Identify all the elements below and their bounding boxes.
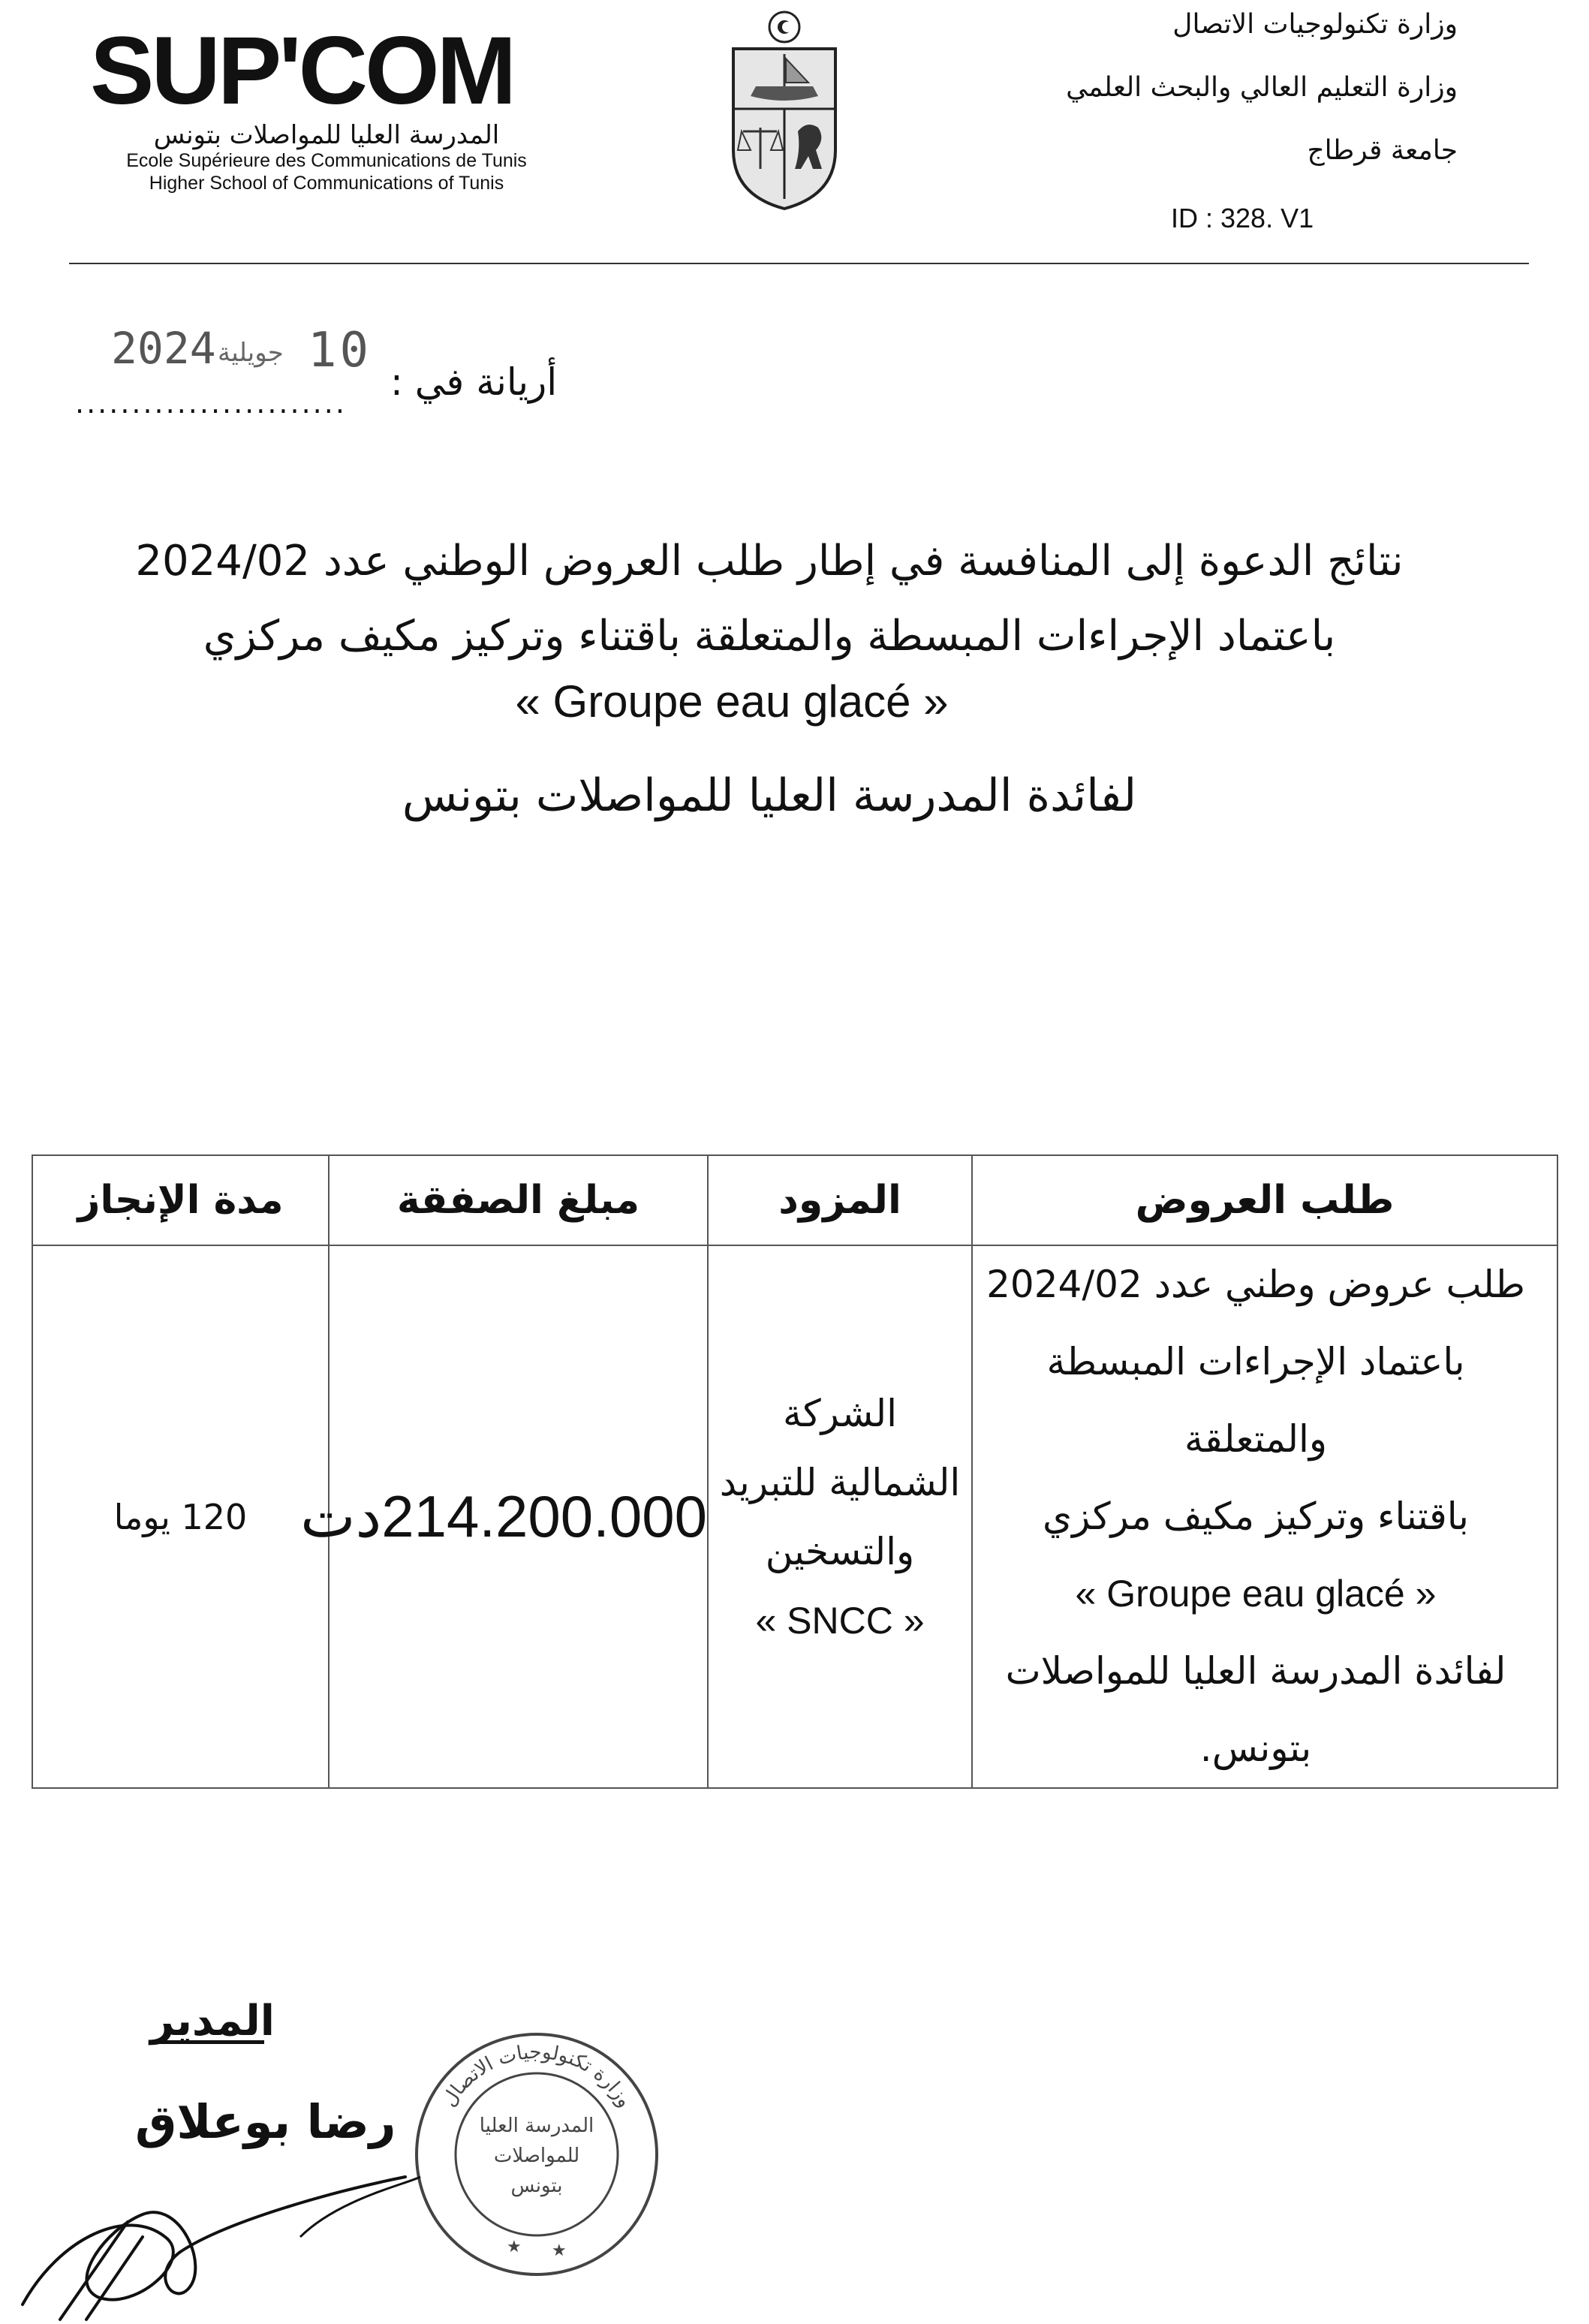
document-title-product: « Groupe eau glacé » [515,676,949,727]
signatory-title-underline [152,2040,264,2044]
tender-line: لفائدة المدرسة العليا للمواصلات [1005,1649,1506,1693]
seal-star-icon: ★ [507,2238,522,2256]
table-row [32,1245,1557,1788]
document-id: ID : 328. V1 [1171,203,1314,233]
seal-inner-line: للمواصلات [493,2145,580,2167]
logo-english-name: Higher School of Communications of Tunis [149,173,504,194]
column-header-tender: طلب العروض [972,1155,1557,1245]
header-divider [69,263,1529,264]
column-header-supplier: المزود [708,1155,972,1245]
seal-inner-line: المدرسة العليا [479,2115,594,2137]
seal-inner-line: بتونس [510,2175,563,2197]
cell-amount: 214.200.000دت [329,1245,708,1788]
cell-supplier [708,1245,972,1788]
ministry-line: وزارة التعليم العالي والبحث العلمي [1066,72,1458,103]
official-seal-stamp [409,2027,664,2282]
logo-wordmark: SUP'COM [90,17,514,125]
supplier-line: والتسخين [765,1529,915,1573]
logo-arabic-name: المدرسة العليا للمواصلات بتونس [153,120,500,150]
seal-star-icon: ★ [552,2241,567,2260]
date-stamp-year: 2024 [111,323,216,374]
document-title-beneficiary: لفائدة المدرسة العليا للمواصلات بتونس [402,769,1137,822]
tender-line: طلب عروض وطني عدد 2024/02 [986,1263,1525,1306]
signatory-title: المدير [150,1997,275,2046]
svg-text:وزارة تكنولوجيات الاتصال [438,2041,636,2112]
handwritten-signature-icon [15,2147,435,2324]
document-title-line: باعتماد الإجراءات المبسطة والمتعلقة باقتناء وتركيز مكيف مركزي [203,612,1336,661]
tunisia-coat-of-arms-icon [717,8,852,214]
cell-duration: 120 يوما [32,1245,329,1788]
supplier-line: الشركة [783,1391,897,1435]
university-line: جامعة قرطاج [1307,135,1458,166]
date-placeholder-dots: ........................ [75,387,347,420]
logo-french-name: Ecole Supérieure des Communications de Tunis [126,150,527,171]
column-header-duration: مدة الإنجاز [32,1155,329,1245]
ministry-line: وزارة تكنولوجيات الاتصال [1172,9,1458,40]
tender-line: باقتناء وتركيز مكيف مركزي [1043,1495,1469,1538]
seal-outer-text: وزارة تكنولوجيات الاتصال [438,2040,637,2112]
tender-line: بتونس. [1199,1726,1312,1770]
date-stamp-month: جويلية [218,338,284,368]
supplier-line: « SNCC » [755,1599,925,1642]
tender-line: باعتماد الإجراءات المبسطة والمتعلقة [1046,1340,1465,1461]
date-label: أريانة في : [390,360,558,404]
date-stamp-day: 10 [308,323,372,378]
signatory-name: رضا بوعلاق [135,2094,396,2149]
supplier-line: الشمالية للتبريد [719,1460,961,1504]
results-table [32,1154,1558,1789]
tender-line: « Groupe eau glacé » [1075,1573,1437,1615]
cell-tender [972,1245,1557,1788]
column-header-amount: مبلغ الصفقة [329,1155,708,1245]
document-title-line: نتائج الدعوة إلى المنافسة في إطار طلب العروض الوطني عدد 2024/02 [135,537,1404,586]
table-header-row [32,1155,1557,1245]
